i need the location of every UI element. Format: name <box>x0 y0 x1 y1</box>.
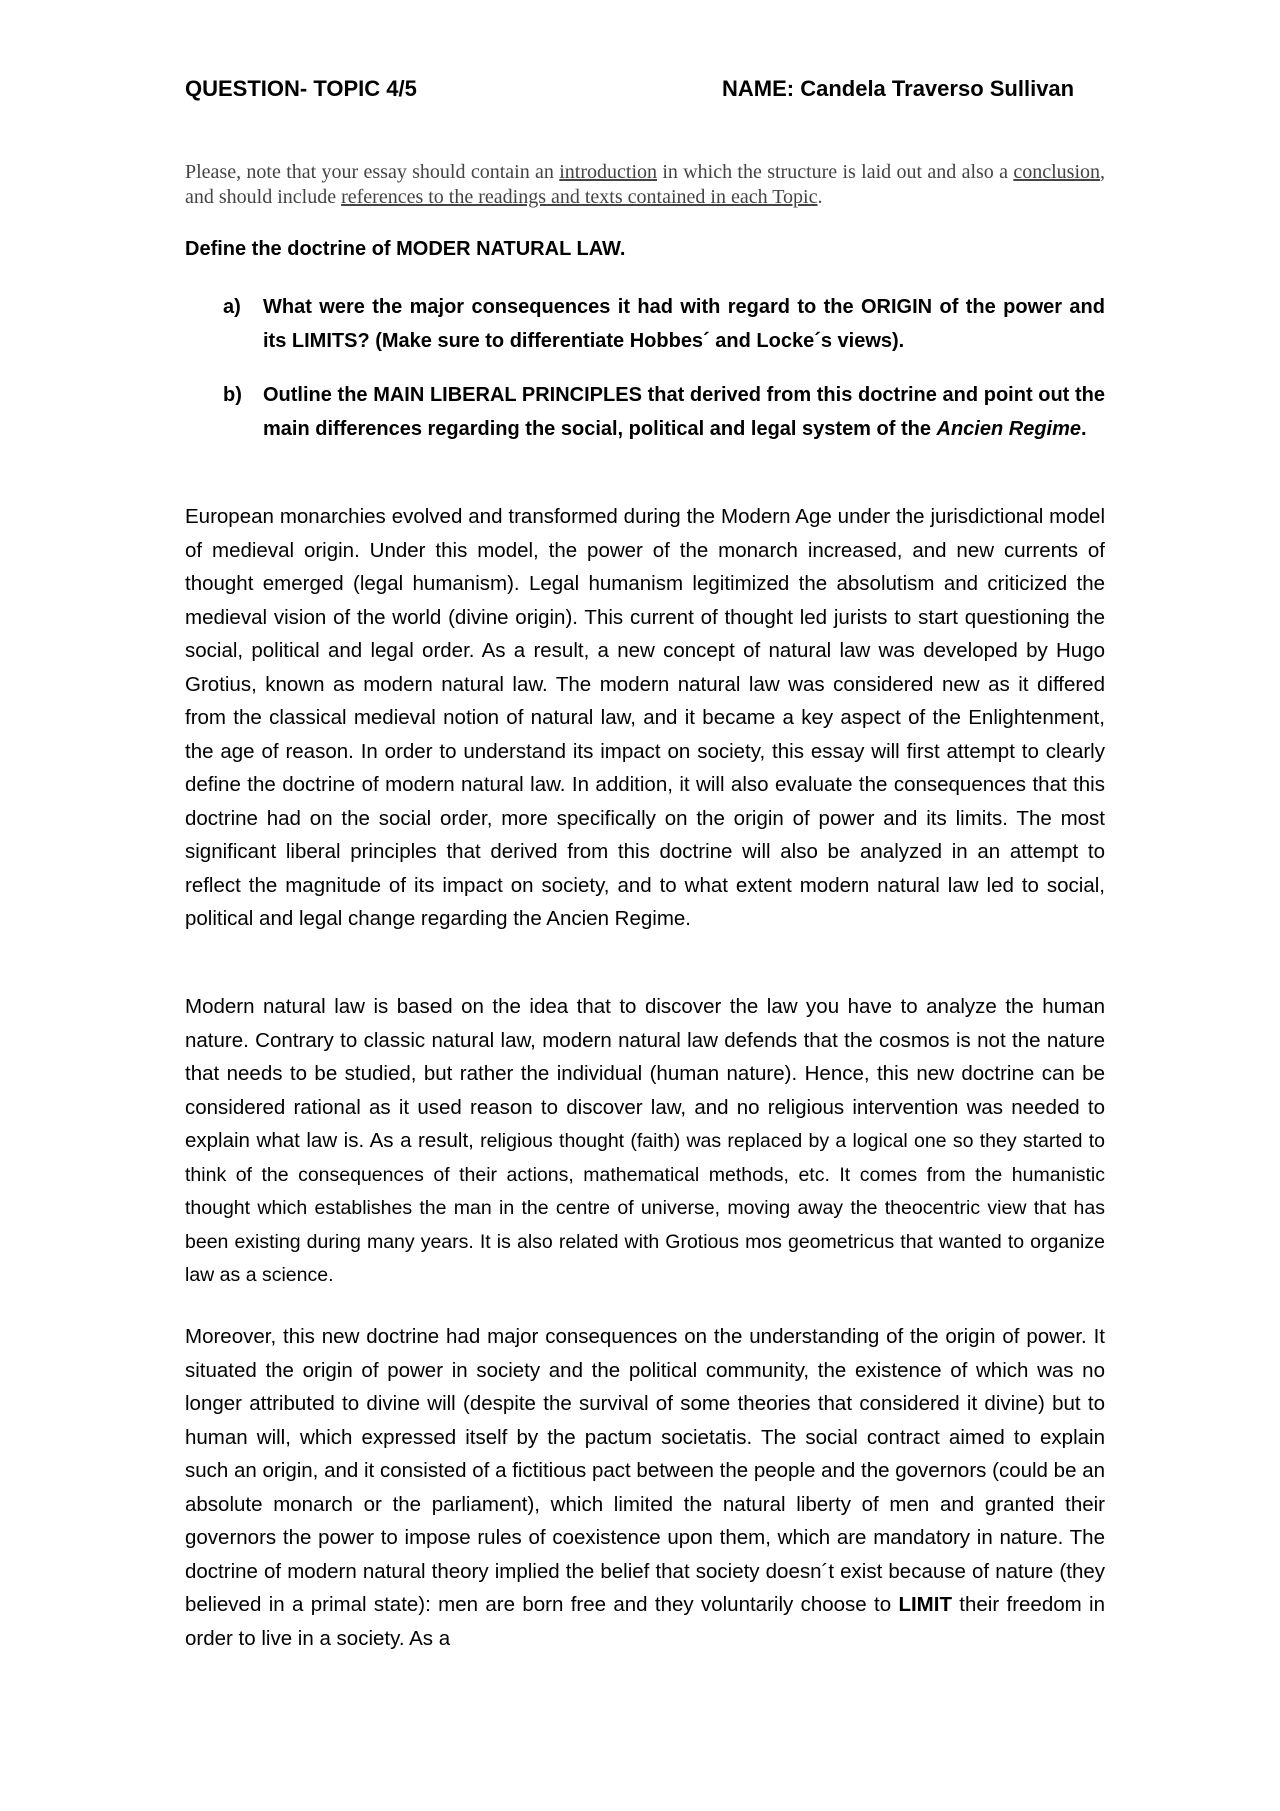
paragraph-definition-a: Modern natural law is based on the idea that to discover the law you have to analyze the human nature. Contrary to classic natural law, modern natural law defends that the cosmos is not the nature that needs to be studied, but rather the individual (human nature). Hence, this new doctrine can be considered rational as it used reason to discover law, and no religious intervention was needed to explain what law is. As a result, <box>185 995 1105 1152</box>
paragraph-definition <box>185 990 1105 1292</box>
paragraph-introduction: European monarchies evolved and transformed during the Modern Age under the jurisdictional model of medieval origin. Under this model, the power of the monarch increased, and new currents of thought emerged (legal humanism). Legal humanism legitimized the absolutism and criticized the medieval vision of the world (divine origin). This current of thought led jurists to start questioning the social, political and legal order. As a result, a new concept of natural law was developed by Hugo Grotius, known as modern natural law. The modern natural law was considered new as it differed from the classical medieval notion of natural law, and it became a key aspect of the Enlightenment, the age of reason. In order to understand its impact on society, this essay will first attempt to clearly define the doctrine of modern natural law. In addition, it will also evaluate the consequences that this doctrine had on the social order, more specifically on the origin of power and its limits. The most significant liberal principles that derived from this doctrine will also be analyzed in an attempt to reflect the magnitude of its impact on society, and to what extent modern natural law led to social, political and legal change regarding the Ancien Regime. <box>185 505 1105 930</box>
document-header <box>185 76 1105 108</box>
instructions-text-4: . <box>817 186 823 208</box>
paragraph-definition-b: religious thought (faith) was replaced by a logical one so they started to think of the consequences of their actions, mathematical methods, etc. It comes from the humanistic thought which establishes the man in the centre of universe, moving away the theocentric view that has been existing during many years. It is also related with Grotious mos geometricus that wanted to organize law as a science. <box>185 1130 1105 1286</box>
question-a <box>223 290 1105 358</box>
question-b-main: Outline the MAIN LIBERAL PRINCIPLES that derived from this doctrine and point out the main differences regarding the social, political and legal system of the <box>263 384 1105 440</box>
student-name: NAME: Candela Traverso Sullivan <box>722 76 1075 101</box>
paragraph-origin-of-power <box>185 1320 1105 1655</box>
define-heading: Define the doctrine of MODER NATURAL LAW. <box>185 238 626 260</box>
paragraph-origin-bold: LIMIT <box>898 1593 952 1616</box>
instructions-text-1: Please, note that your essay should contain an <box>185 161 560 183</box>
paragraph-origin-b: their freedom in order to live in a society. As a <box>185 1593 1106 1650</box>
instructions-text-2: in which the structure is laid out and also a <box>657 161 1014 183</box>
references-link: references to the readings and texts contained in each Topic <box>341 186 818 208</box>
paragraph-origin-a: Moreover, this new doctrine had major consequences on the understanding of the origin of power. It situated the origin of power in society and the political community, the existence of which was no longer attributed to divine will (despite the survival of some theories that considered it divine) but to human will, which expressed itself by the pactum societatis. The social contract aimed to explain such an origin, and it consisted of a fictitious pact between the people and the governors (could be an absolute monarch or the parliament), which limited the natural liberty of men and granted their governors the power to impose rules of coexistence upon them, which are mandatory in nature. The doctrine of modern natural theory implied the belief that society doesn´t exist because of nature (they believed in a primal state): men are born free and they voluntarily choose to <box>185 1325 1105 1616</box>
question-a-text: What were the major consequences it had with regard to the ORIGIN of the power and its LIMITS? (Make sure to differentiate Hobbes´ and Locke´s views). <box>263 296 1105 352</box>
question-b-marker: b) <box>223 384 242 406</box>
conclusion-link: conclusion <box>1013 161 1100 183</box>
question-topic: QUESTION- TOPIC 4/5 <box>185 76 417 101</box>
question-b <box>223 378 1105 446</box>
question-b-italic: Ancien Regime <box>936 418 1081 440</box>
question-a-marker: a) <box>223 296 241 318</box>
question-b-end: . <box>1081 418 1087 440</box>
introduction-link: introduction <box>559 161 657 183</box>
question-b-text <box>263 378 1105 446</box>
instructions-text-3: , and should include <box>185 161 1105 208</box>
essay-instructions <box>185 160 1105 210</box>
